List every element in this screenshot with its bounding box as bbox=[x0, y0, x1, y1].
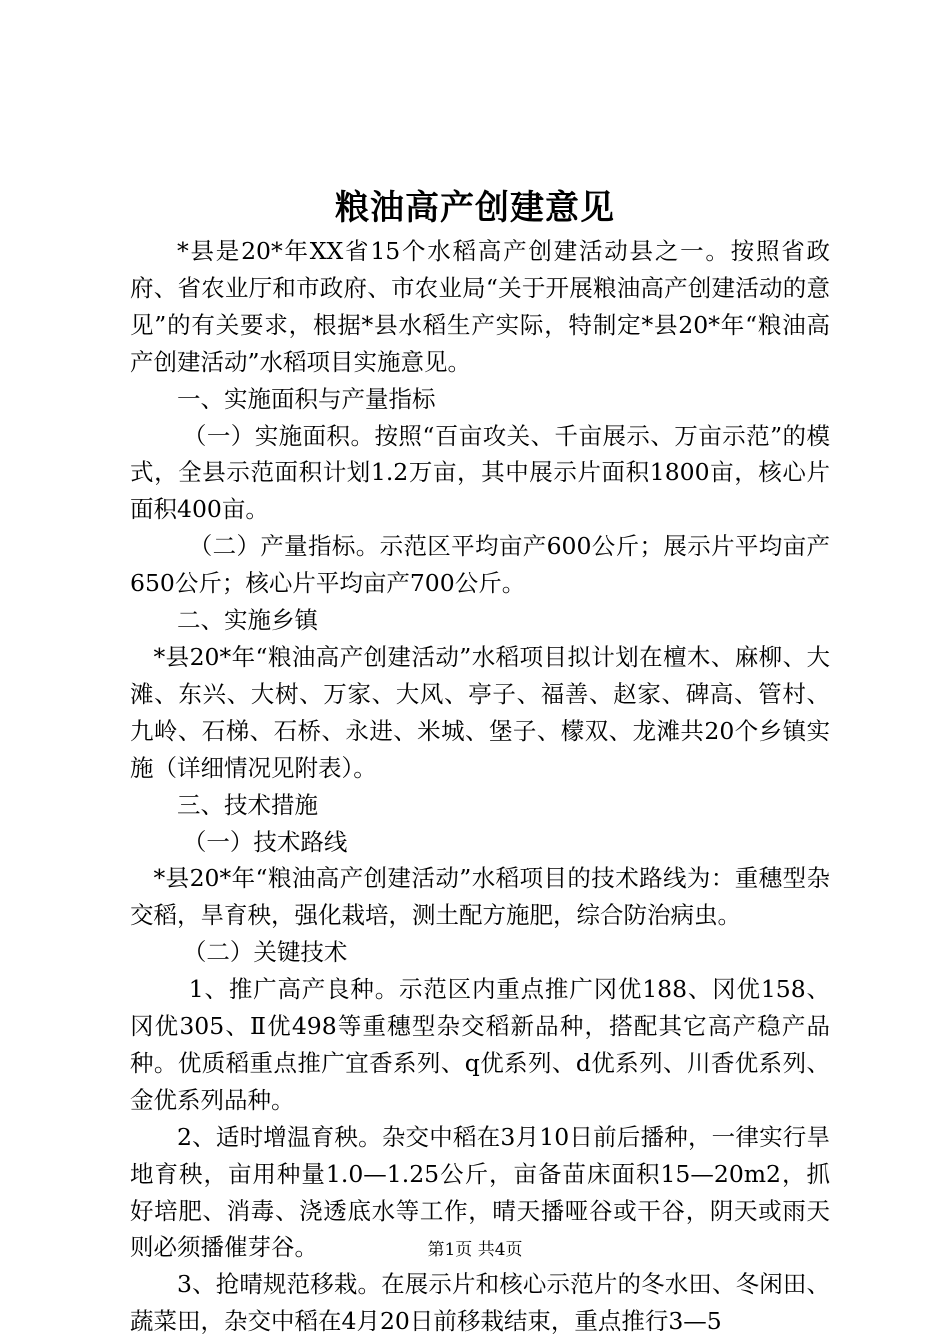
document-title: 粮油高产创建意见 bbox=[335, 188, 615, 228]
paragraph-intro: *县是20*年XX省15个水稻高产创建活动县之一。按照省政府、省农业厅和市政府、市农业局“关于开展粮油高产创建活动的意见”的有关要求，根据*县水稻生产实际，特制定*县20*年“粮油高产创建活动”水稻项目实施意见。 bbox=[130, 237, 830, 376]
paragraph-yield: （二）产量指标。示范区平均亩产600公斤；展示片平均亩产650公斤；核心片平均亩产700公斤。 bbox=[130, 532, 830, 598]
paragraph-towns: *县20*年“粮油高产创建活动”水稻项目拟计划在檀木、麻柳、大滩、东兴、大树、万家、大风、亭子、福善、赵家、碑高、管村、九岭、石梯、石桥、永进、米城、堡子、檬双、龙滩共20个乡镇实施（详细情况见附表）。 bbox=[130, 642, 830, 782]
section-heading-3: 三、技术措施 bbox=[177, 790, 318, 819]
paragraph-varieties: 1、推广高产良种。示范区内重点推广冈优188、冈优158、冈优305、Ⅱ优498等重穗型杂交稻新品种，搭配其它高产稳产品种。优质稻重点推广宜香系列、q优系列、d优系列、川香优系列、金优系列品种。 bbox=[130, 975, 830, 1114]
paragraph-seedling: 2、适时增温育秧。杂交中稻在3月10日前后播种，一律实行旱地育秧，亩用种量1.0—1.25公斤，亩备苗床面积15—20m2，抓好培肥、消毒、浇透底水等工作，晴天播哑谷或干谷，阴天或雨天则必须播催芽谷。 bbox=[130, 1122, 830, 1262]
paragraph-tech-route: *县20*年“粮油高产创建活动”水稻项目的技术路线为：重穗型杂交稻，旱育秧，强化栽培，测土配方施肥，综合防治病虫。 bbox=[130, 864, 830, 930]
subheading-tech-route: （一）技术路线 bbox=[182, 827, 348, 856]
document-body bbox=[130, 233, 830, 1340]
paragraph-area: （一）实施面积。按照“百亩攻关、千亩展示、万亩示范”的模式，全县示范面积计划1.2万亩，其中展示片面积1800亩，核心片面积400亩。 bbox=[130, 421, 830, 524]
section-heading-2: 二、实施乡镇 bbox=[177, 606, 318, 635]
subheading-key-tech: （二）关键技术 bbox=[182, 938, 348, 967]
section-heading-1: 一、实施面积与产量指标 bbox=[177, 384, 436, 413]
page-footer: 第1页 共4页 bbox=[427, 1240, 523, 1260]
paragraph-transplant: 3、抢晴规范移栽。在展示片和核心示范片的冬水田、冬闲田、蔬菜田，杂交中稻在4月20日前移栽结束，重点推行3—5 bbox=[130, 1270, 830, 1336]
